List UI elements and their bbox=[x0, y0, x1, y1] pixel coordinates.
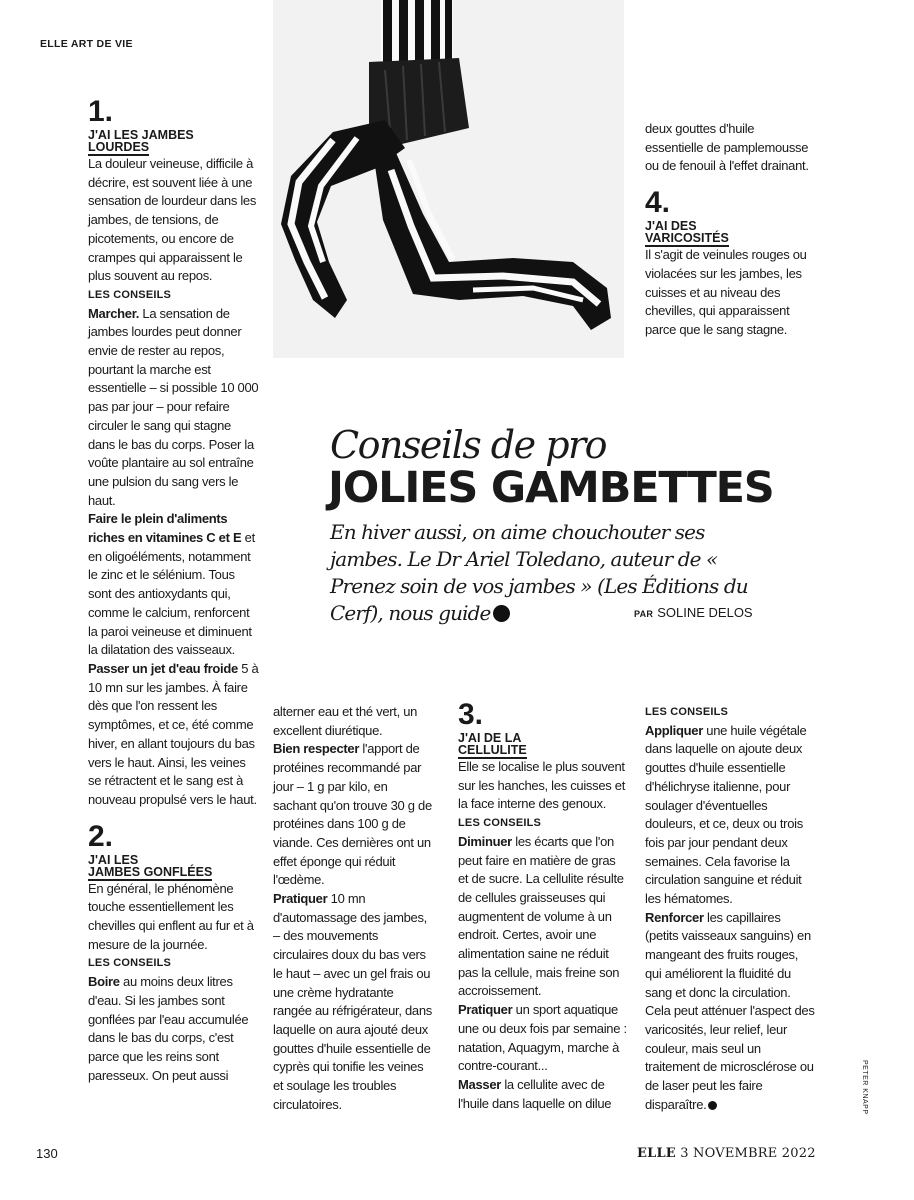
tip-paragraph bbox=[273, 740, 433, 890]
heading-line: J'AI DES bbox=[645, 219, 697, 234]
section-number-4: 4. bbox=[645, 186, 671, 220]
issue-date: 3 NOVEMBRE 2022 bbox=[680, 1146, 816, 1161]
heading-line: LOURDES bbox=[88, 140, 150, 154]
section-1-intro: La douleur veineuse, difficile à décrire, est souvent liée à une sensation de lourdeur dans les jambes, de tensions, de picotements, ou encore de crampes qui apparaissent le plus souvent au repos. bbox=[88, 156, 257, 284]
legs-illustration bbox=[273, 0, 624, 358]
tip-text: les capillaires (petits vaisseaux sanguins) en mangeant des fruits rouges, qui améliorent la fluidité du sang et donc la circulation. Cela peut atténuer l'aspect des varicosités, leur relief, leur couleur, mais seul un traitement de microsclérose ou de laser peut les faire disparaître. bbox=[645, 909, 815, 1112]
section-number-3: 3. bbox=[458, 698, 484, 731]
magazine-issue bbox=[637, 1146, 816, 1161]
article-column-4-top bbox=[645, 120, 815, 340]
tip-text: une huile végétale dans laquelle on ajoute deux gouttes d'huile essentielle d'hélichryse italienne, pour soulager d'éventuelles douleurs, et ce, deux ou trois fois par jour pendant deux semaines. Cela favorise la circulation sanguine et réduit les hématomes. bbox=[645, 722, 807, 907]
article-column-1 bbox=[88, 97, 260, 1085]
section-3-intro: Elle se localise le plus souvent sur les hanches, les cuisses et la face interne des genoux. bbox=[458, 759, 626, 812]
byline-name: SOLINE DELOS bbox=[657, 605, 753, 620]
page-title: JOLIES GAMBETTES bbox=[328, 463, 774, 513]
tip-title: Faire le plein d'aliments riches en vitamines C et E bbox=[88, 511, 242, 546]
tip-paragraph bbox=[88, 660, 260, 810]
conseils-label: LES CONSEILS bbox=[458, 817, 542, 830]
section-heading-2 bbox=[88, 854, 260, 878]
tip-paragraph bbox=[273, 890, 433, 1114]
tip-title: Masser bbox=[458, 1076, 502, 1092]
tip-title: Pratiquer bbox=[273, 891, 328, 907]
tip-text: et en oligoéléments, notamment le zinc et le sélénium. Tous sont des antioxydants qui, comme le calcium, renforcent la paroi veineuse et diminuent la dilatation des vaisseaux. bbox=[88, 530, 255, 658]
end-dot-icon bbox=[708, 1101, 717, 1110]
end-dot-icon bbox=[493, 605, 510, 622]
section-heading-1 bbox=[88, 129, 260, 153]
article-column-3 bbox=[458, 700, 628, 1113]
heading-line: J'AI LES bbox=[88, 852, 139, 867]
section-number-1: 1. bbox=[88, 95, 114, 128]
section-2-intro: En général, le phénomène touche essentiellement les chevilles qui enflent au fur et à mesure de la journée. bbox=[88, 880, 254, 952]
section-number-2: 2. bbox=[88, 819, 114, 853]
tip-text: l'apport de protéines recommandé par jour – 1 g par kilo, en sachant qu'on trouve 30 g de protéines dans 100 g de viande. Ces dernières ont un effet éponge qui réduit l'œdème. bbox=[273, 741, 432, 888]
section-heading-4 bbox=[645, 220, 815, 244]
continued-text: deux gouttes d'huile essentielle de pamplemousse ou de fenouil à l'effet drainant. bbox=[645, 121, 809, 174]
photo-credit: PETER KNAPP bbox=[861, 1060, 868, 1115]
tip-text: un sport aquatique une ou deux fois par semaine : natation, Aquagym, marche à contre-courant... bbox=[458, 1002, 627, 1074]
tip-title: Passer un jet d'eau froide bbox=[88, 660, 238, 676]
photo-legs-striped-tights bbox=[273, 0, 624, 358]
article-column-4 bbox=[645, 703, 817, 1114]
tip-text: 5 à 10 mn sur les jambes. À faire dès que l'on ressent les symptômes, et ce, été comme hiver, en allant toujours du bas vers le haut. Ainsi, les veines se rétractent et le sang est à nouveau propulsé vers le haut. bbox=[88, 660, 259, 807]
conseils-label: LES CONSEILS bbox=[88, 957, 172, 970]
magazine-name: ELLE bbox=[637, 1146, 676, 1161]
tip-text: 10 mn d'automassage des jambes, – des mouvements circulaires doux du bas vers le haut – avec un gel frais ou une crème hydratante rangée au réfrigérateur, dans laquelle on aura ajouté deux gouttes d'huile essentielle de cyprès qui tonifie les veines et soulage les troubles circulatoires. bbox=[273, 891, 432, 1112]
heading-line: J'AI DE LA bbox=[458, 731, 522, 745]
section-heading-3 bbox=[458, 732, 628, 756]
title-kicker: Conseils de pro bbox=[330, 423, 607, 467]
continued-text: alterner eau et thé vert, un excellent diurétique. bbox=[273, 704, 418, 738]
tip-text: au moins deux litres d'eau. Si les jambes sont gonflées par l'eau accumulée dans le bas du corps, c'est parce que les reins sont paresseux. On peut aussi bbox=[88, 974, 249, 1083]
tip-paragraph bbox=[88, 510, 260, 660]
tip-title: Bien respecter bbox=[273, 741, 360, 757]
tip-title: Boire bbox=[88, 974, 120, 990]
tip-title: Marcher. bbox=[88, 305, 140, 321]
tip-title: Appliquer bbox=[645, 722, 703, 738]
heading-line: J'AI LES JAMBES bbox=[88, 128, 194, 142]
tip-title: Diminuer bbox=[458, 833, 512, 849]
byline bbox=[634, 605, 753, 620]
page-number: 130 bbox=[36, 1146, 58, 1161]
tip-paragraph bbox=[458, 833, 628, 1001]
heading-line: VARICOSITÉS bbox=[645, 231, 729, 246]
tip-paragraph bbox=[458, 1076, 628, 1113]
conseils-label: LES CONSEILS bbox=[645, 706, 729, 718]
conseils-label: LES CONSEILS bbox=[88, 288, 172, 301]
tip-paragraph bbox=[88, 305, 260, 511]
tip-paragraph bbox=[645, 909, 817, 1115]
heading-line: JAMBES GONFLÉES bbox=[88, 864, 213, 879]
article-column-2 bbox=[273, 703, 433, 1114]
tip-text: La sensation de jambes lourdes peut donner envie de rester au repos, pourtant la marche est essentielle – si possible 10 000 pas par jour – pour refaire circuler le sang qui stagne dans le bas du corps. Poser la voûte plantaire au sol entraîne une pulsion du sang vers le haut. bbox=[88, 305, 259, 508]
tip-title: Renforcer bbox=[645, 909, 704, 925]
section-4-intro: Il s'agit de veinules rouges ou violacées sur les jambes, les cuisses et au niveau des chevilles, qui apparaissent parce que le sang stagne. bbox=[645, 247, 807, 337]
tip-paragraph bbox=[645, 722, 817, 909]
byline-prefix: PAR bbox=[634, 609, 654, 619]
heading-line: CELLULITE bbox=[458, 743, 527, 757]
tip-text: les écarts que l'on peut faire en matière de gras et de sucre. La cellulite résulte de cellules graisseuses qui augmentent de volume à un endroit. Certes, avoir une alimentation saine ne réduit pas la cellule, mais freine son accroissement. bbox=[458, 833, 624, 999]
tip-paragraph bbox=[458, 1001, 628, 1076]
tip-paragraph bbox=[88, 973, 260, 1085]
tip-title: Pratiquer bbox=[458, 1002, 513, 1018]
lede-text: En hiver aussi, on aime chouchouter ses jambes. Le Dr Ariel Toledano, auteur de « Prenez soin de vos jambes » (Les Éditions du Cerf), nous guide bbox=[330, 520, 748, 625]
section-label: ELLE ART DE VIE bbox=[40, 38, 133, 50]
tip-text: la cellulite avec de l'huile dans laquelle on dilue bbox=[458, 1076, 612, 1111]
